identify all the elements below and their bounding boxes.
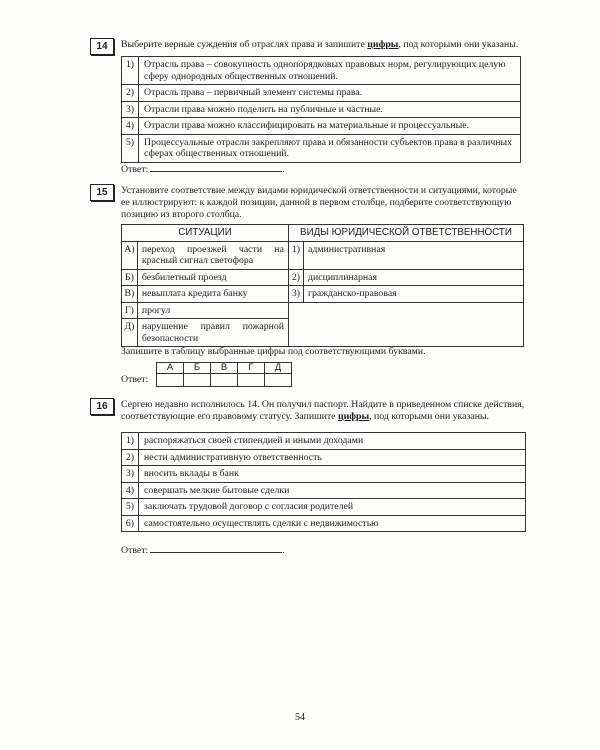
q16-number: 16 bbox=[96, 401, 108, 412]
q16-answer-end: . bbox=[282, 545, 285, 556]
q15-situation: невыплата кредита банку bbox=[137, 286, 288, 303]
q15-answer-cell[interactable] bbox=[184, 374, 211, 387]
q16-option-num: 2) bbox=[122, 449, 139, 466]
q15-answer-letter: А bbox=[157, 363, 184, 374]
q15-letter: Д) bbox=[122, 319, 138, 347]
q15-answer-grid bbox=[156, 362, 292, 387]
q15-answer-label: Ответ: bbox=[121, 374, 149, 385]
q15-situation: нарушение правил пожарной безопасности bbox=[137, 319, 288, 347]
q14-option-row bbox=[122, 118, 521, 135]
q15-header-row bbox=[122, 225, 524, 242]
q15-header-liability-types: ВИДЫ ЮРИДИЧЕСКОЙ ОТВЕТСТВЕННОСТИ bbox=[289, 225, 524, 242]
q15-letter: А) bbox=[122, 241, 138, 269]
q15-type-num: 3) bbox=[289, 286, 304, 303]
q16-number-box bbox=[90, 398, 114, 415]
q14-prompt-after: , под которыми они указаны. bbox=[398, 39, 519, 50]
q16-option-num: 4) bbox=[122, 482, 139, 499]
q15-type: административная bbox=[304, 241, 524, 269]
q15-situation: переход проезжей части на красный сигнал светофора bbox=[137, 241, 288, 269]
q14-option-text: Отрасли права можно поделить на публичные и частные. bbox=[139, 101, 521, 118]
q15-header-situations: СИТУАЦИИ bbox=[122, 225, 289, 242]
q16-options-table bbox=[121, 432, 526, 532]
q16-option-row bbox=[122, 433, 526, 450]
q14-answer-field[interactable] bbox=[150, 162, 282, 172]
q15-number: 15 bbox=[96, 187, 108, 198]
q14-option-text: Отрасль права – совокупность однопорядковых правовых норм, регулирующих целую сферу однородных общественных отношений. bbox=[139, 57, 521, 85]
q15-letter: В) bbox=[122, 286, 138, 303]
q14-option-row bbox=[122, 85, 521, 102]
q16-option-row bbox=[122, 515, 526, 532]
q15-answer-cell[interactable] bbox=[238, 374, 265, 387]
q14-prompt-bold: цифры bbox=[367, 39, 399, 50]
q15-row bbox=[122, 241, 524, 269]
q15-situation: безбилетный проезд bbox=[137, 269, 288, 286]
q16-option-num: 5) bbox=[122, 499, 139, 516]
q14-answer bbox=[121, 162, 285, 176]
q16-option-text: самостоятельно осуществлять сделки с недвижимостью bbox=[139, 515, 526, 532]
q15-empty-cell bbox=[289, 302, 524, 347]
q15-situation: прогул bbox=[137, 302, 288, 319]
q14-option-num: 1) bbox=[122, 57, 139, 85]
q16-answer-field[interactable] bbox=[150, 543, 282, 553]
q15-type-num: 2) bbox=[289, 269, 304, 286]
q16-option-num: 3) bbox=[122, 466, 139, 483]
q14-option-num: 5) bbox=[122, 134, 139, 162]
q15-answer-cell[interactable] bbox=[265, 374, 292, 387]
q15-answer-cell[interactable] bbox=[157, 374, 184, 387]
q15-row bbox=[122, 302, 524, 319]
q15-answer-letter: В bbox=[211, 363, 238, 374]
q15-answer-letter: Б bbox=[184, 363, 211, 374]
q16-option-row bbox=[122, 466, 526, 483]
q14-option-row bbox=[122, 101, 521, 118]
q15-answer-cell[interactable] bbox=[211, 374, 238, 387]
q14-answer-label: Ответ: bbox=[121, 164, 149, 175]
q16-option-text: вносить вклады в банк bbox=[139, 466, 526, 483]
q16-option-row bbox=[122, 499, 526, 516]
q14-number: 14 bbox=[96, 41, 108, 52]
q16-option-text: нести административную ответственность bbox=[139, 449, 526, 466]
q14-option-text: Отрасли права можно классифицировать на материальные и процессуальные. bbox=[139, 118, 521, 135]
q16-prompt bbox=[121, 399, 526, 423]
q14-number-box bbox=[90, 38, 114, 55]
q15-answer-cells-row bbox=[157, 374, 292, 387]
q15-type-num: 1) bbox=[289, 241, 304, 269]
q14-option-row bbox=[122, 134, 521, 162]
q15-prompt: Установите соответствие между видами юридической ответственности и ситуациями, которые ее иллюстрируют: к каждой позиции, данной в первом столбце, подберите соответствующую позицию из второго столбца. bbox=[121, 185, 517, 220]
q15-instruction: Запишите в таблицу выбранные цифры под соответствующими буквами. bbox=[121, 346, 426, 357]
q16-option-text: совершать мелкие бытовые сделки bbox=[139, 482, 526, 499]
q15-type: дисциплинарная bbox=[304, 269, 524, 286]
q14-prompt bbox=[121, 39, 521, 51]
q15-type: гражданско-правовая bbox=[304, 286, 524, 303]
q16-option-text: заключать трудовой договор с согласия родителей bbox=[139, 499, 526, 516]
q14-option-num: 2) bbox=[122, 85, 139, 102]
q16-option-num: 1) bbox=[122, 433, 139, 450]
q16-prompt-after: , под которыми они указаны. bbox=[369, 411, 489, 422]
q15-matching-table bbox=[121, 224, 524, 347]
q14-option-num: 4) bbox=[122, 118, 139, 135]
q15-answer-letter: Д bbox=[265, 363, 292, 374]
q16-answer-label: Ответ: bbox=[121, 545, 149, 556]
page-number: 54 bbox=[295, 712, 305, 723]
q14-prompt-before: Выберите верные суждения об отраслях права и запишите bbox=[121, 39, 368, 50]
q16-option-num: 6) bbox=[122, 515, 139, 532]
q15-answer-letters-row bbox=[157, 363, 292, 374]
q14-answer-end: . bbox=[282, 164, 285, 175]
q15-letter: Г) bbox=[122, 302, 138, 319]
q15-letter: Б) bbox=[122, 269, 138, 286]
q16-prompt-before: Сергею недавно исполнилось 14. Он получил паспорт. Найдите в приведенном списке действия, соответствующие его правовому статусу. Запишите bbox=[121, 399, 525, 422]
q16-option-row bbox=[122, 449, 526, 466]
q16-answer bbox=[121, 543, 285, 557]
q15-row bbox=[122, 269, 524, 286]
q14-option-row bbox=[122, 57, 521, 85]
q15-number-box bbox=[90, 184, 114, 201]
q14-option-text: Отрасль права – первичный элемент системы права. bbox=[139, 85, 521, 102]
q16-prompt-bold: цифры bbox=[337, 411, 370, 422]
q16-option-row bbox=[122, 482, 526, 499]
q14-option-text: Процессуальные отрасли закрепляют права и обязанности субъектов права в различных сферах общественных отношений. bbox=[139, 134, 521, 162]
q14-option-num: 3) bbox=[122, 101, 139, 118]
q15-answer-letter: Г bbox=[238, 363, 265, 374]
q16-option-text: распоряжаться своей стипендией и иными доходами bbox=[139, 433, 526, 450]
q15-row bbox=[122, 286, 524, 303]
q14-options-table bbox=[121, 56, 521, 163]
